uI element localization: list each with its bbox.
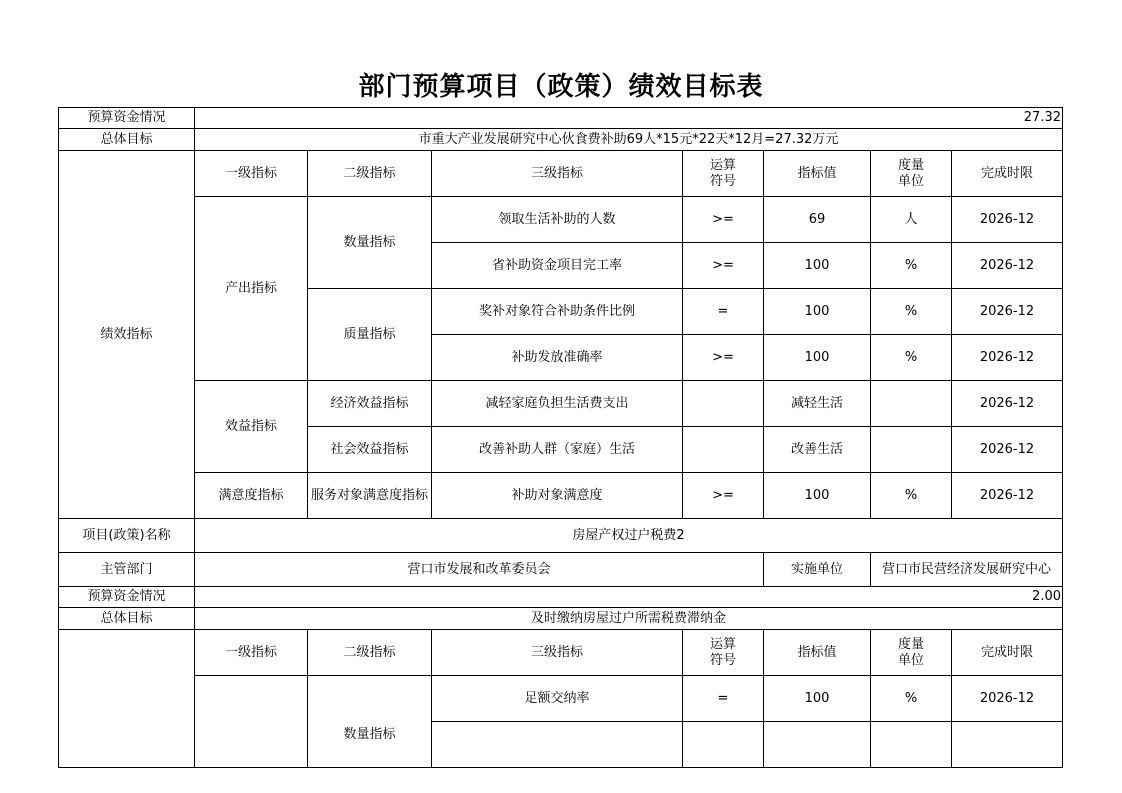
value-cell: 减轻生活	[764, 381, 871, 427]
budget-value: 27.32	[195, 108, 1063, 129]
l3-cell: 补助发放准确率	[432, 335, 683, 381]
l1-empty	[195, 676, 308, 768]
value-cell: 100	[764, 473, 871, 519]
perf-indicators-label: 绩效指标	[59, 151, 195, 519]
header-value: 指标值	[764, 151, 871, 197]
op-cell: =	[683, 676, 764, 722]
l1-benefit: 效益指标	[195, 381, 308, 473]
l3-cell: 省补助资金项目完工率	[432, 243, 683, 289]
l2-service: 服务对象满意度指标	[308, 473, 432, 519]
goal-label: 总体目标	[59, 129, 195, 151]
l3-cell: 足额交纳率	[432, 676, 683, 722]
goal-value: 市重大产业发展研究中心伙食费补助69人*15元*22天*12月=27.32万元	[195, 129, 1063, 151]
deadline-cell: 2026-12	[952, 381, 1063, 427]
value-cell: 100	[764, 335, 871, 381]
header-operator	[683, 151, 764, 197]
l2-quantity-text: 数量指标	[343, 727, 396, 742]
deadline-cell: 2026-12	[952, 289, 1063, 335]
header-level1: 一级指标	[195, 630, 308, 676]
unit-cell: %	[871, 335, 952, 381]
header-unit	[871, 151, 952, 197]
unit-cell: %	[871, 473, 952, 519]
header-unit	[871, 630, 952, 676]
unit-cell: %	[871, 289, 952, 335]
header-operator-text: 运算 符号	[709, 636, 736, 668]
performance-target-table	[58, 107, 1063, 768]
header-value: 指标值	[764, 630, 871, 676]
implementing-unit-label: 实施单位	[764, 553, 871, 587]
implementing-unit-value: 营口市民营经济发展研究中心	[871, 553, 1063, 587]
page-title: 部门预算项目（政策）绩效目标表	[358, 72, 764, 102]
deadline-cell-empty	[952, 722, 1063, 768]
l2-quantity	[308, 676, 432, 768]
unit-cell-empty	[871, 722, 952, 768]
l1-satisfaction: 满意度指标	[195, 473, 308, 519]
op-cell: =	[683, 289, 764, 335]
value-cell: 100	[764, 243, 871, 289]
header-level1: 一级指标	[195, 151, 308, 197]
op-cell	[683, 381, 764, 427]
value-cell-empty	[764, 722, 871, 768]
unit-cell	[871, 427, 952, 473]
goal-label: 总体目标	[59, 608, 195, 630]
header-level2: 二级指标	[308, 151, 432, 197]
supervising-dept-value: 营口市发展和改革委员会	[195, 553, 764, 587]
l2-quantity: 数量指标	[308, 197, 432, 289]
budget-label: 预算资金情况	[59, 587, 195, 608]
supervising-dept-label: 主管部门	[59, 553, 195, 587]
op-cell: >=	[683, 473, 764, 519]
perf-indicators-label-empty	[59, 630, 195, 768]
l3-cell: 领取生活补助的人数	[432, 197, 683, 243]
goal-value: 及时缴纳房屋过户所需税费滞纳金	[195, 608, 1063, 630]
value-cell: 100	[764, 676, 871, 722]
l2-quality: 质量指标	[308, 289, 432, 381]
deadline-cell: 2026-12	[952, 473, 1063, 519]
l3-cell: 奖补对象符合补助条件比例	[432, 289, 683, 335]
value-cell: 改善生活	[764, 427, 871, 473]
unit-cell: %	[871, 676, 952, 722]
header-level3: 三级指标	[432, 151, 683, 197]
project-name-label: 项目(政策)名称	[59, 519, 195, 553]
header-level3: 三级指标	[432, 630, 683, 676]
op-cell: >=	[683, 335, 764, 381]
header-deadline: 完成时限	[952, 151, 1063, 197]
header-level2: 二级指标	[308, 630, 432, 676]
deadline-cell: 2026-12	[952, 197, 1063, 243]
budget-value: 2.00	[195, 587, 1063, 608]
header-operator	[683, 630, 764, 676]
header-unit-text: 度量 单位	[897, 636, 924, 668]
budget-label: 预算资金情况	[59, 108, 195, 129]
unit-cell	[871, 381, 952, 427]
l3-cell: 改善补助人群（家庭）生活	[432, 427, 683, 473]
deadline-cell: 2026-12	[952, 427, 1063, 473]
unit-cell: 人	[871, 197, 952, 243]
l1-output: 产出指标	[195, 197, 308, 381]
header-deadline: 完成时限	[952, 630, 1063, 676]
l3-cell: 补助对象满意度	[432, 473, 683, 519]
unit-cell: %	[871, 243, 952, 289]
l2-social: 社会效益指标	[308, 427, 432, 473]
op-cell: >=	[683, 243, 764, 289]
deadline-cell: 2026-12	[952, 335, 1063, 381]
deadline-cell: 2026-12	[952, 243, 1063, 289]
value-cell: 69	[764, 197, 871, 243]
project-name-value: 房屋产权过户税费2	[195, 519, 1063, 553]
op-cell-empty	[683, 722, 764, 768]
l3-cell: 减轻家庭负担生活费支出	[432, 381, 683, 427]
l2-economic: 经济效益指标	[308, 381, 432, 427]
op-cell	[683, 427, 764, 473]
value-cell: 100	[764, 289, 871, 335]
deadline-cell: 2026-12	[952, 676, 1063, 722]
op-cell: >=	[683, 197, 764, 243]
header-operator-text: 运算 符号	[709, 157, 736, 189]
l3-cell-empty	[432, 722, 683, 768]
header-unit-text: 度量 单位	[897, 157, 924, 189]
